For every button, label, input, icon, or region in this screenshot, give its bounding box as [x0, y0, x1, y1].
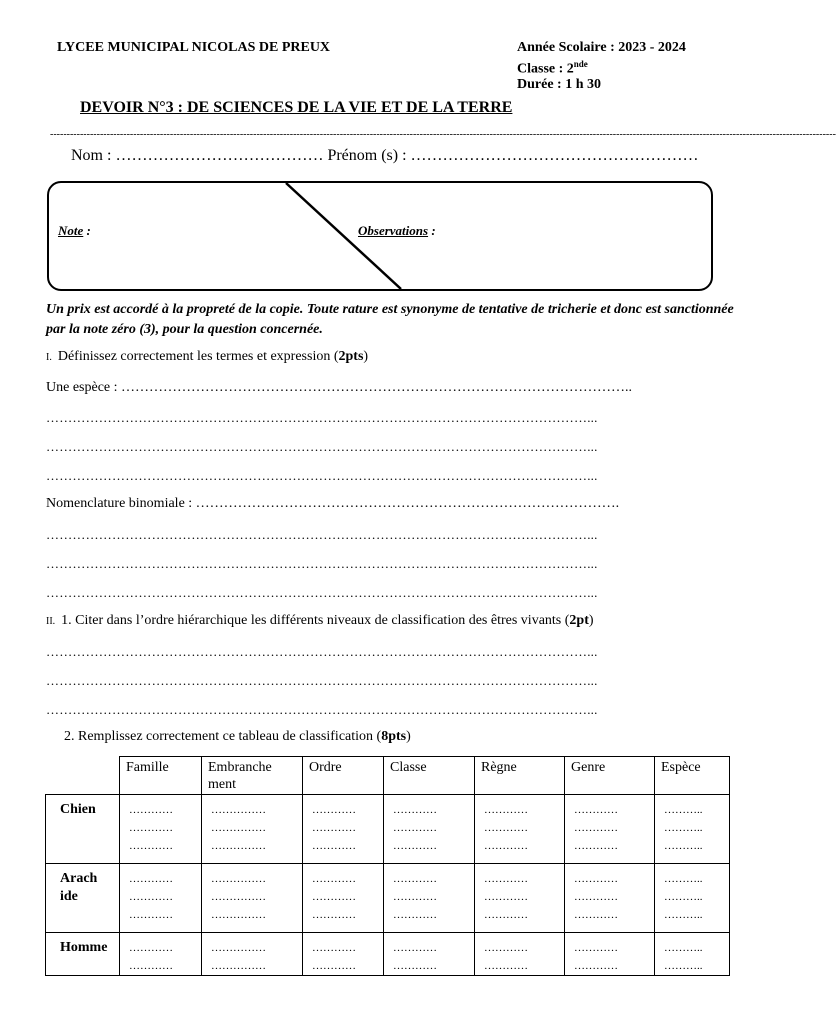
table-cell[interactable]: …………… …………… …………… — [202, 864, 303, 933]
school-name: LYCEE MUNICIPAL NICOLAS DE PREUX — [57, 40, 331, 55]
table-cell[interactable]: ……….. ……….. ……….. — [655, 795, 730, 864]
row-label: Chien — [46, 795, 120, 864]
table-cell[interactable]: ………… ………… ………… — [303, 795, 384, 864]
table-corner — [46, 757, 120, 795]
table-cell[interactable]: ………… ………… ………… — [384, 795, 475, 864]
table-cell[interactable]: ………… ………… ………… — [120, 795, 202, 864]
section-1-text: Définissez correctement les termes et expression ( — [57, 349, 339, 364]
grade-box — [47, 181, 713, 291]
table-cell[interactable]: ……….. ……….. ……….. — [655, 864, 730, 933]
answer-line[interactable]: ……………………………………………………………………………………………………………... — [46, 439, 598, 454]
table-cell[interactable]: ………… ………… — [120, 933, 202, 976]
section-1-points: 2pts — [338, 349, 364, 364]
row-label: Arach ide — [46, 864, 120, 933]
column-header: Règne — [475, 757, 565, 795]
section-2-number: II. — [46, 616, 56, 627]
section-1-close: ) — [363, 349, 369, 364]
term-nomenclature[interactable]: Nomenclature binomiale : ………………………………………………………………………………. — [46, 496, 620, 511]
column-header: Ordre — [303, 757, 384, 795]
column-header: Genre — [565, 757, 655, 795]
section-2-q2-close: ) — [406, 729, 411, 744]
section-1-number: I. — [46, 352, 52, 363]
observations-colon: : — [428, 223, 436, 238]
note-label[interactable] — [58, 223, 91, 239]
table-cell[interactable]: ………… ………… ………… — [303, 864, 384, 933]
class-level — [517, 59, 588, 78]
table-cell[interactable]: ………… ………… ………… — [565, 864, 655, 933]
section-2-q2 — [64, 729, 411, 745]
answer-line[interactable]: ……………………………………………………………………………………………………………... — [46, 527, 598, 542]
observations-text: Observations — [358, 223, 429, 238]
exam-title: DEVOIR N°3 : DE SCIENCES DE LA VIE ET DE LA TERRE — [80, 99, 513, 116]
table-cell[interactable]: ………… ………… — [475, 933, 565, 976]
answer-line[interactable]: ……………………………………………………………………………………………………………... — [46, 673, 598, 688]
section-2-q1-close: ) — [588, 613, 594, 628]
column-header: Espèce — [655, 757, 730, 795]
section-1-heading — [46, 349, 368, 365]
section-2-q2-points: 8pts — [381, 729, 407, 744]
classification-table — [45, 756, 730, 976]
note-text: Note — [58, 223, 84, 238]
table-cell[interactable]: ………… ………… — [384, 933, 475, 976]
answer-line[interactable]: ……………………………………………………………………………………………………………... — [46, 585, 598, 600]
table-cell[interactable]: …………… …………… …………… — [202, 795, 303, 864]
table-cell[interactable]: …………… …………… — [202, 933, 303, 976]
table-row — [46, 795, 730, 864]
answer-line[interactable]: ……………………………………………………………………………………………………………... — [46, 702, 598, 717]
note-colon: : — [83, 223, 91, 238]
student-name-line[interactable]: Nom : ………………………………… Prénom (s) : ……………………………………………… — [71, 147, 699, 164]
table-cell[interactable]: ………… ………… ………… — [384, 864, 475, 933]
section-2-q1 — [46, 613, 594, 629]
row-label: Homme — [46, 933, 120, 976]
table-cell[interactable]: ………… ………… ………… — [565, 795, 655, 864]
table-row — [46, 864, 730, 933]
cleanliness-warning: Un prix est accordé à la propreté de la copie. Toute rature est synonyme de tentative de tricherie et donc est sanctionnée par la note zéro (3), pour la question concernée. — [46, 302, 734, 337]
table-header-row — [46, 757, 730, 795]
duration: Durée : 1 h 30 — [517, 77, 601, 92]
section-2-q1-points: 2pt — [569, 613, 589, 628]
table-cell[interactable]: ………… ………… — [303, 933, 384, 976]
section-2-q2-text: 2. Remplissez correctement ce tableau de classification ( — [64, 729, 382, 744]
term-espece[interactable]: Une espèce : ……………………………………………………………………………………………….. — [46, 380, 633, 395]
table-cell[interactable]: ……….. ……….. — [655, 933, 730, 976]
answer-line[interactable]: ……………………………………………………………………………………………………………... — [46, 644, 598, 659]
column-header: Classe — [384, 757, 475, 795]
table-row — [46, 933, 730, 976]
table-cell[interactable]: ………… ………… ………… — [475, 795, 565, 864]
column-header: Embranche ment — [202, 757, 303, 795]
table-cell[interactable]: ………… ………… — [565, 933, 655, 976]
table-cell[interactable]: ………… ………… ………… — [120, 864, 202, 933]
answer-line[interactable]: ……………………………………………………………………………………………………………... — [46, 410, 598, 425]
answer-line[interactable]: ……………………………………………………………………………………………………………... — [46, 556, 598, 571]
class-superscript: nde — [573, 59, 588, 69]
answer-line[interactable]: ……………………………………………………………………………………………………………... — [46, 468, 598, 483]
column-header: Famille — [120, 757, 202, 795]
table-cell[interactable]: ………… ………… ………… — [475, 864, 565, 933]
observations-label[interactable] — [358, 223, 436, 239]
separator-line: -------------------------------------------------------------------------------------------------------------------------------------------------------------------------------------------------------------------------------------------- — [50, 129, 836, 140]
class-label: Classe : 2 — [517, 61, 574, 77]
section-2-q1-text: 1. Citer dans l’ordre hiérarchique les différents niveaux de classification des êtres vivants ( — [61, 613, 570, 628]
school-year: Année Scolaire : 2023 - 2024 — [517, 40, 686, 55]
